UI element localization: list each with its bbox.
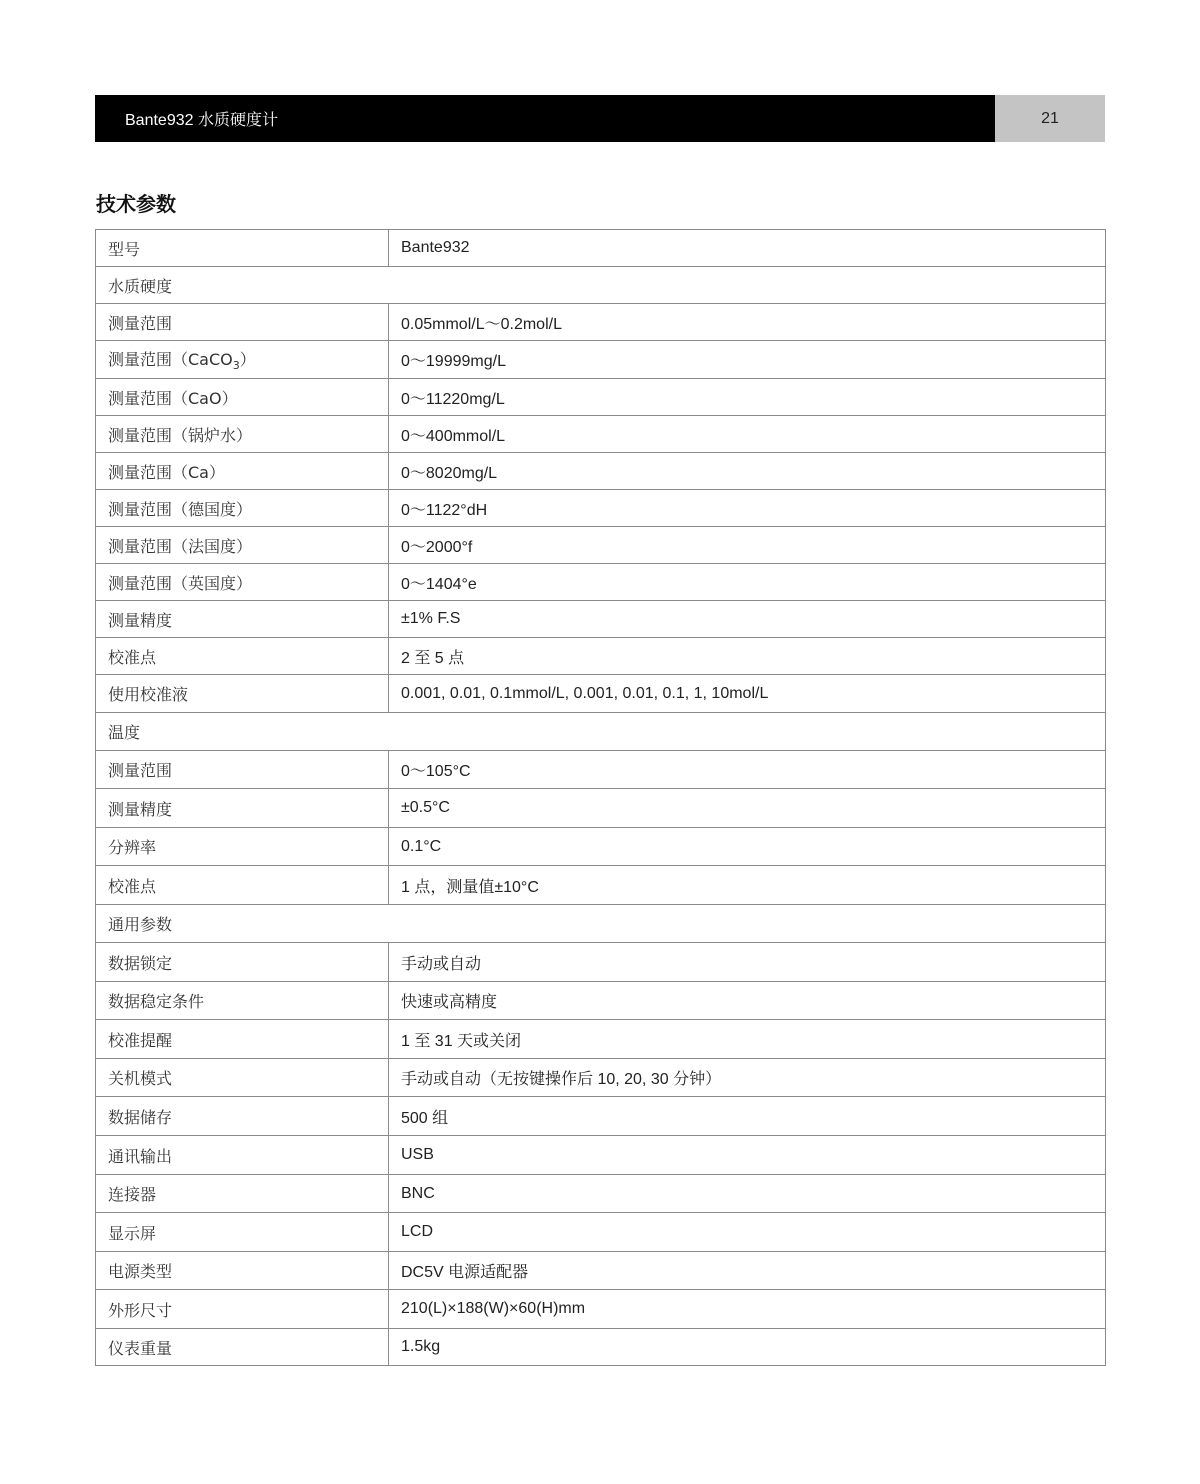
spec-value: 1.5kg [389, 1329, 1106, 1366]
spec-key: 测量范围（Ca） [96, 453, 389, 490]
spec-key: 测量范围（锅炉水） [96, 416, 389, 453]
table-row [96, 564, 1106, 601]
table-row [96, 943, 1106, 982]
spec-table [95, 229, 1106, 1366]
group-row [96, 713, 1106, 751]
table-row [96, 751, 1106, 789]
group-heading: 水质硬度 [96, 267, 1106, 304]
spec-value: Bante932 [389, 230, 1106, 267]
spec-value: 210(L)×188(W)×60(H)mm [389, 1290, 1106, 1329]
table-row [96, 1329, 1106, 1366]
group-heading: 通用参数 [96, 905, 1106, 943]
spec-value: 0.1°C [389, 828, 1106, 866]
spec-key: 数据稳定条件 [96, 982, 389, 1020]
spec-key: 测量范围 [96, 304, 389, 341]
spec-key: 测量范围（CaO） [96, 379, 389, 416]
table-row [96, 1136, 1106, 1175]
table-row [96, 1252, 1106, 1290]
table-row [96, 675, 1106, 713]
table-row [96, 416, 1106, 453]
spec-value: 1 点，测量值±10°C [389, 866, 1106, 905]
spec-key: 校准点 [96, 638, 389, 675]
spec-key: 测量范围（德国度） [96, 490, 389, 527]
spec-key: 校准点 [96, 866, 389, 905]
spec-key: 数据锁定 [96, 943, 389, 982]
spec-value: ±1% F.S [389, 601, 1106, 638]
table-row [96, 230, 1106, 267]
group-row [96, 905, 1106, 943]
table-row [96, 866, 1106, 905]
table-row [96, 453, 1106, 490]
table-row [96, 490, 1106, 527]
header-title: Bante932 水质硬度计 [95, 95, 995, 142]
spec-key-text: 测量范围（CaCO [108, 349, 233, 369]
spec-value: 0～2000°f [389, 527, 1106, 564]
page-header [95, 95, 1105, 142]
spec-value: 2 至 5 点 [389, 638, 1106, 675]
spec-key-subscript: 3 [232, 359, 240, 373]
group-row [96, 267, 1106, 304]
spec-key: 测量范围（法国度） [96, 527, 389, 564]
table-row [96, 1059, 1106, 1097]
group-heading: 温度 [96, 713, 1106, 751]
spec-value: 0.05mmol/L～0.2mol/L [389, 304, 1106, 341]
spec-key: 显示屏 [96, 1213, 389, 1252]
spec-value: 0～1404°e [389, 564, 1106, 601]
table-row [96, 1020, 1106, 1059]
table-row [96, 379, 1106, 416]
spec-value: 1 至 31 天或关闭 [389, 1020, 1106, 1059]
table-row [96, 341, 1106, 379]
spec-value: 0～105°C [389, 751, 1106, 789]
spec-key: 型号 [96, 230, 389, 267]
spec-key: 关机模式 [96, 1059, 389, 1097]
spec-key: 通讯输出 [96, 1136, 389, 1175]
spec-key: 分辨率 [96, 828, 389, 866]
spec-value: 500 组 [389, 1097, 1106, 1136]
table-row [96, 527, 1106, 564]
spec-value: 手动或自动（无按键操作后 10, 20, 30 分钟） [389, 1059, 1106, 1097]
spec-key-suffix: ） [239, 349, 256, 369]
table-row [96, 789, 1106, 828]
spec-key: 仪表重量 [96, 1329, 389, 1366]
spec-key: 数据储存 [96, 1097, 389, 1136]
spec-value: BNC [389, 1175, 1106, 1213]
table-row [96, 1213, 1106, 1252]
page-number: 21 [995, 95, 1105, 142]
table-row [96, 828, 1106, 866]
spec-key: 电源类型 [96, 1252, 389, 1290]
section-title: 技术参数 [96, 192, 176, 216]
spec-key: 使用校准液 [96, 675, 389, 713]
spec-value: 0～19999mg/L [389, 341, 1106, 379]
spec-key: 测量范围（英国度） [96, 564, 389, 601]
table-row [96, 1175, 1106, 1213]
spec-key: 测量范围 [96, 751, 389, 789]
spec-value: 手动或自动 [389, 943, 1106, 982]
spec-value: 0～1122°dH [389, 490, 1106, 527]
spec-key: 测量精度 [96, 789, 389, 828]
spec-key: 校准提醒 [96, 1020, 389, 1059]
spec-key: 外形尺寸 [96, 1290, 389, 1329]
table-row [96, 601, 1106, 638]
spec-value: 0.001, 0.01, 0.1mmol/L, 0.001, 0.01, 0.1, 1, 10mol/L [389, 675, 1106, 713]
table-row [96, 304, 1106, 341]
spec-value: ±0.5°C [389, 789, 1106, 828]
table-row [96, 1097, 1106, 1136]
spec-key: 连接器 [96, 1175, 389, 1213]
spec-value: 0～400mmol/L [389, 416, 1106, 453]
spec-value: LCD [389, 1213, 1106, 1252]
table-row [96, 638, 1106, 675]
spec-value: 快速或高精度 [389, 982, 1106, 1020]
table-row [96, 1290, 1106, 1329]
spec-key: 测量精度 [96, 601, 389, 638]
spec-value: DC5V 电源适配器 [389, 1252, 1106, 1290]
spec-value: USB [389, 1136, 1106, 1175]
spec-value: 0～11220mg/L [389, 379, 1106, 416]
spec-key [96, 341, 389, 379]
spec-value: 0～8020mg/L [389, 453, 1106, 490]
table-row [96, 982, 1106, 1020]
